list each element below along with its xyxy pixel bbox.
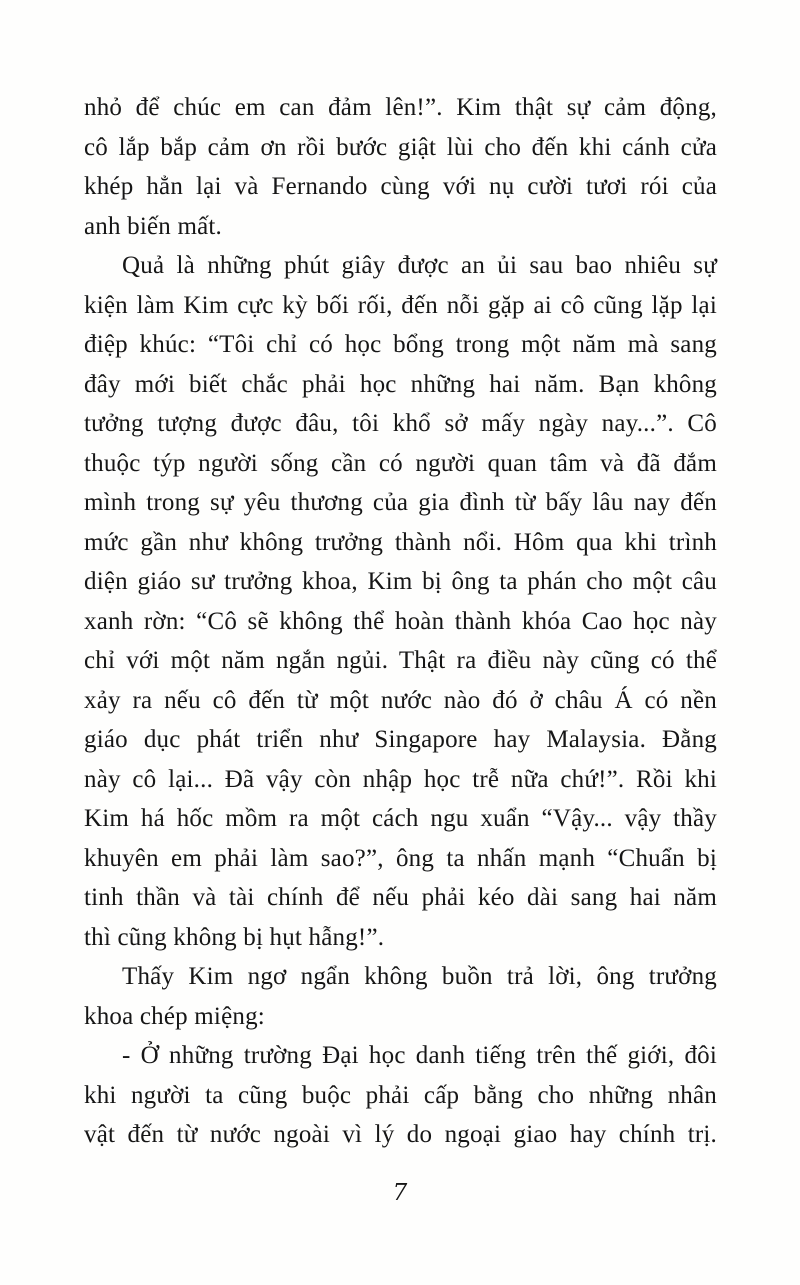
text-line: thì cũng không bị hụt hẫng!”.: [84, 923, 385, 951]
text-line: - Ở những trường Đại học danh tiếng trên thế giới, đôi: [122, 1042, 717, 1069]
text-line: tưởng tượng được đâu, tôi khổ sở mấy ngày nay...”. Cô: [84, 410, 717, 437]
text-line: xanh rờn: “Cô sẽ không thể hoàn thành khóa Cao học này: [84, 607, 717, 635]
text-line: khi người ta cũng buộc phải cấp bằng cho những nhân: [84, 1081, 717, 1109]
book-page: [84, 88, 717, 1155]
text-line: điệp khúc: “Tôi chỉ có học bổng trong một năm mà sang: [84, 331, 717, 358]
text-line: Thấy Kim ngơ ngẩn không buồn trả lời, ông trưởng: [122, 963, 717, 990]
text-line: đây mới biết chắc phải học những hai năm. Bạn không: [84, 370, 717, 398]
page-number: 7: [392, 1180, 408, 1206]
text-line: vật đến từ nước ngoài vì lý do ngoại giao hay chính trị.: [84, 1121, 717, 1148]
paragraph: [84, 1036, 717, 1155]
text-line: khoa chép miệng:: [84, 1002, 265, 1030]
text-line: kiện làm Kim cực kỳ bối rối, đến nỗi gặp ai cô cũng lặp lại: [84, 291, 717, 319]
text-line: này cô lại... Đã vậy còn nhập học trễ nữa chứ!”. Rồi khi: [84, 765, 717, 793]
text-line: chỉ với một năm ngắn ngủi. Thật ra điều này cũng có thể: [84, 647, 717, 674]
text-line: Quả là những phút giây được an ủi sau bao nhiêu sự: [122, 252, 717, 279]
text-line: tinh thần và tài chính để nếu phải kéo dài sang hai năm: [84, 884, 717, 911]
paragraph: [84, 246, 717, 957]
paragraph: [84, 88, 717, 246]
text-line: giáo dục phát triển như Singapore hay Malaysia. Đằng: [84, 726, 717, 753]
text-line: xảy ra nếu cô đến từ một nước nào đó ở châu Á có nền: [84, 686, 717, 714]
text-line: cô lắp bắp cảm ơn rồi bước giật lùi cho đến khi cánh cửa: [84, 133, 717, 161]
text-line: khép hẳn lại và Fernando cùng với nụ cười tươi rói của: [84, 173, 717, 200]
text-line: diện giáo sư trưởng khoa, Kim bị ông ta phán cho một câu: [84, 568, 717, 595]
text-line: thuộc týp người sống cần có người quan tâm và đã đắm: [84, 449, 717, 477]
text-line: mình trong sự yêu thương của gia đình từ bấy lâu nay đến: [84, 489, 717, 516]
text-line: mức gần như không trưởng thành nổi. Hôm qua khi trình: [84, 528, 717, 556]
text-line: khuyên em phải làm sao?”, ông ta nhấn mạnh “Chuẩn bị: [84, 844, 717, 872]
paragraph: [84, 957, 717, 1036]
text-line: anh biến mất.: [84, 212, 222, 240]
text-line: nhỏ để chúc em can đảm lên!”. Kim thật sự cảm động,: [84, 94, 717, 121]
text-line: Kim há hốc mồm ra một cách ngu xuẩn “Vậy... vậy thầy: [84, 805, 717, 832]
